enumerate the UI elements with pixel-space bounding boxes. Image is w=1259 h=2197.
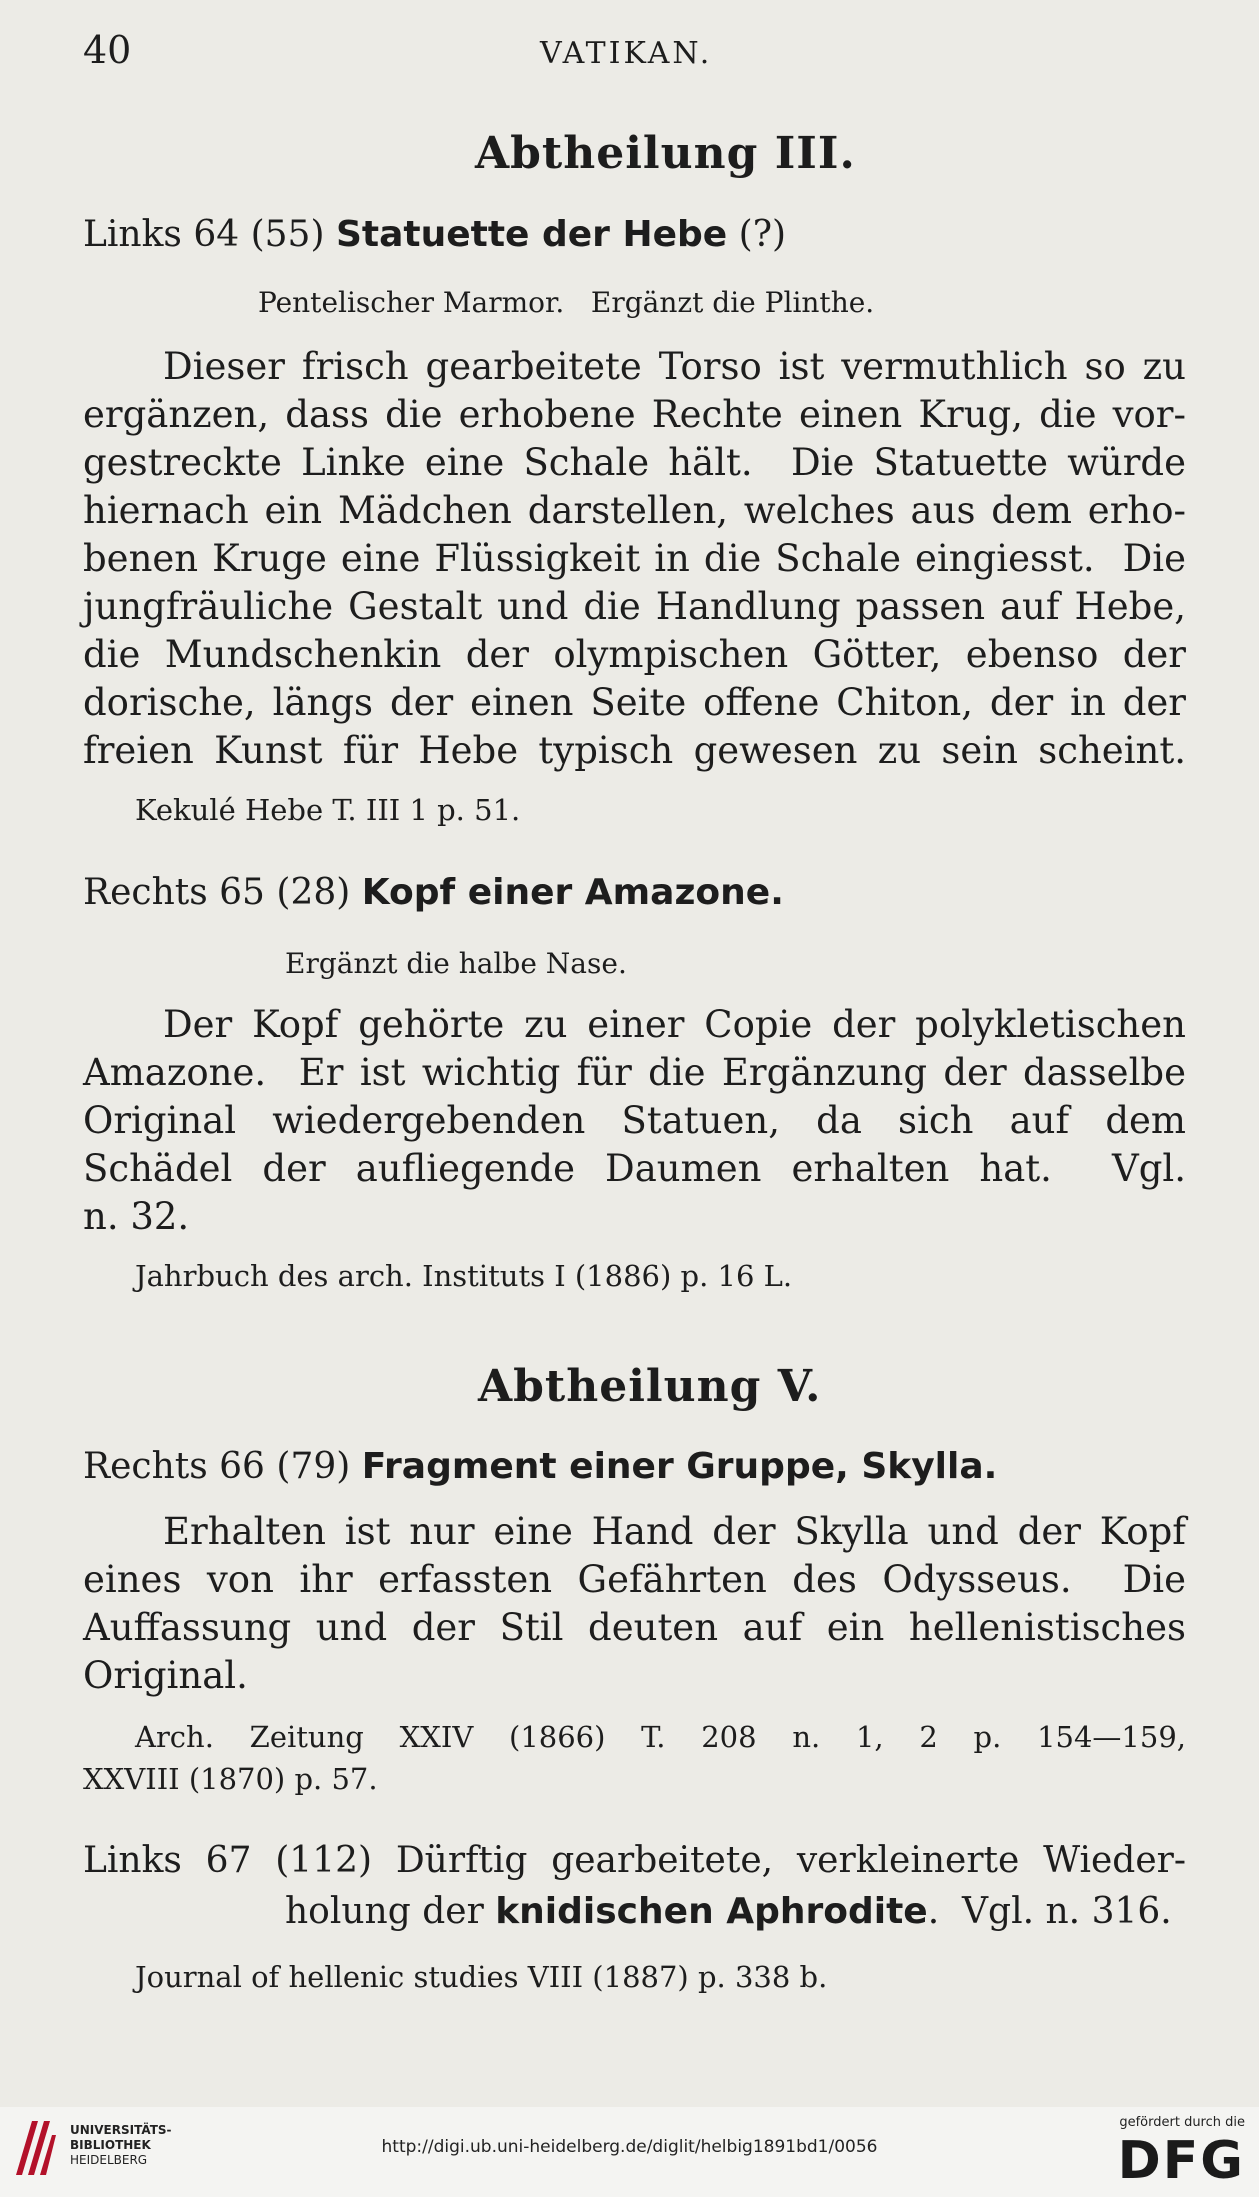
text-line: Auffassung und der Stil deuten auf ein hellenistisches	[83, 1606, 1186, 1649]
text-line: Dieser frisch gearbeitete Torso ist vermuthlich so zu	[163, 345, 1186, 388]
permalink-url[interactable]: http://digi.ub.uni-heidelberg.de/diglit/helbig1891bd1/0056	[381, 2137, 878, 2157]
entry-67-heading: Links 67 (112) Dürftig gearbeitete, verkleinerte Wieder-	[83, 1840, 1186, 1881]
text-line: Erhalten ist nur eine Hand der Skylla und der Kopf	[163, 1510, 1186, 1553]
text-line: Original wiedergebenden Statuen, da sich auf dem	[83, 1099, 1186, 1142]
entry-64-reference: Kekulé Hebe T. III 1 p. 51.	[135, 793, 521, 827]
entry-65-restoration: Ergänzt die halbe Nase.	[285, 947, 627, 980]
text-line: die Mundschenkin der olympischen Götter, ebenso der	[83, 633, 1186, 676]
running-title: VATIKAN.	[540, 36, 713, 71]
section-heading-5: Abtheilung V.	[478, 1361, 822, 1412]
reference-line: XXVIII (1870) p. 57.	[83, 1762, 378, 1796]
entry-66-heading	[83, 1446, 997, 1487]
entry-64-title: Statuette der Hebe	[335, 214, 728, 255]
text-line: dorische, längs der einen Seite offene Chiton, der in der	[83, 681, 1186, 724]
text-line: Der Kopf gehörte zu einer Copie der polykletischen	[163, 1003, 1186, 1046]
text-line: jungfräuliche Gestalt und die Handlung passen auf Hebe,	[83, 585, 1186, 628]
text-line: ergänzen, dass die erhobene Rechte einen Krug, die vor-	[83, 393, 1186, 436]
entry-67-reference: Journal of hellenic studies VIII (1887) p. 338 b.	[135, 1960, 828, 1994]
reference-line: Arch. Zeitung XXIV (1866) T. 208 n. 1, 2 p. 154—159,	[135, 1720, 1186, 1754]
text-line: n. 32.	[83, 1195, 190, 1238]
entry-67-suffix: . Vgl. n. 316.	[927, 1891, 1172, 1932]
entry-67-prefix: holung der	[285, 1891, 496, 1932]
entry-65-reference: Jahrbuch des arch. Instituts I (1886) p. 16 L.	[135, 1259, 793, 1293]
text-line: benen Kruge eine Flüssigkeit in die Schale eingiesst. Die	[83, 537, 1186, 580]
entry-66-title: Fragment einer Gruppe, Skylla.	[361, 1446, 998, 1487]
page-number: 40	[83, 28, 132, 72]
entry-64-material: Pentelischer Marmor. Ergänzt die Plinthe.	[258, 286, 875, 319]
entry-67-title: knidischen Aphrodite	[495, 1891, 928, 1932]
funding-caption: gefördert durch die	[1119, 2115, 1245, 2130]
text-line: freien Kunst für Hebe typisch gewesen zu sein scheint.	[83, 729, 1186, 772]
entry-65-title: Kopf einer Amazone.	[361, 872, 784, 913]
entry-65-prefix: Rechts 65 (28)	[83, 872, 362, 913]
text-line: Original.	[83, 1654, 248, 1697]
entry-65-heading	[83, 872, 784, 913]
text-line: eines von ihr erfassten Gefährten des Odysseus. Die	[83, 1558, 1186, 1601]
library-name-line: BIBLIOTHEK	[70, 2138, 151, 2152]
dfg-logo: DFG	[1117, 2131, 1245, 2191]
entry-66-prefix: Rechts 66 (79)	[83, 1446, 362, 1487]
library-name-line: HEIDELBERG	[70, 2153, 148, 2167]
text-line: Amazone. Er ist wichtig für die Ergänzung der dasselbe	[83, 1051, 1186, 1094]
entry-64-prefix: Links 64 (55)	[83, 214, 336, 255]
text-line: hiernach ein Mädchen darstellen, welches aus dem erho-	[83, 489, 1186, 532]
entry-64-heading	[83, 214, 786, 255]
entry-64-suffix: (?)	[727, 214, 787, 255]
text-line: gestreckte Linke eine Schale hält. Die Statuette würde	[83, 441, 1186, 484]
entry-67-heading-continued	[285, 1891, 1172, 1932]
digitization-footer	[0, 2107, 1259, 2197]
section-heading-3: Abtheilung III.	[475, 128, 856, 179]
library-name-line: UNIVERSITÄTS-	[70, 2123, 172, 2137]
text-line: Schädel der aufliegende Daumen erhalten hat. Vgl.	[83, 1147, 1186, 1190]
